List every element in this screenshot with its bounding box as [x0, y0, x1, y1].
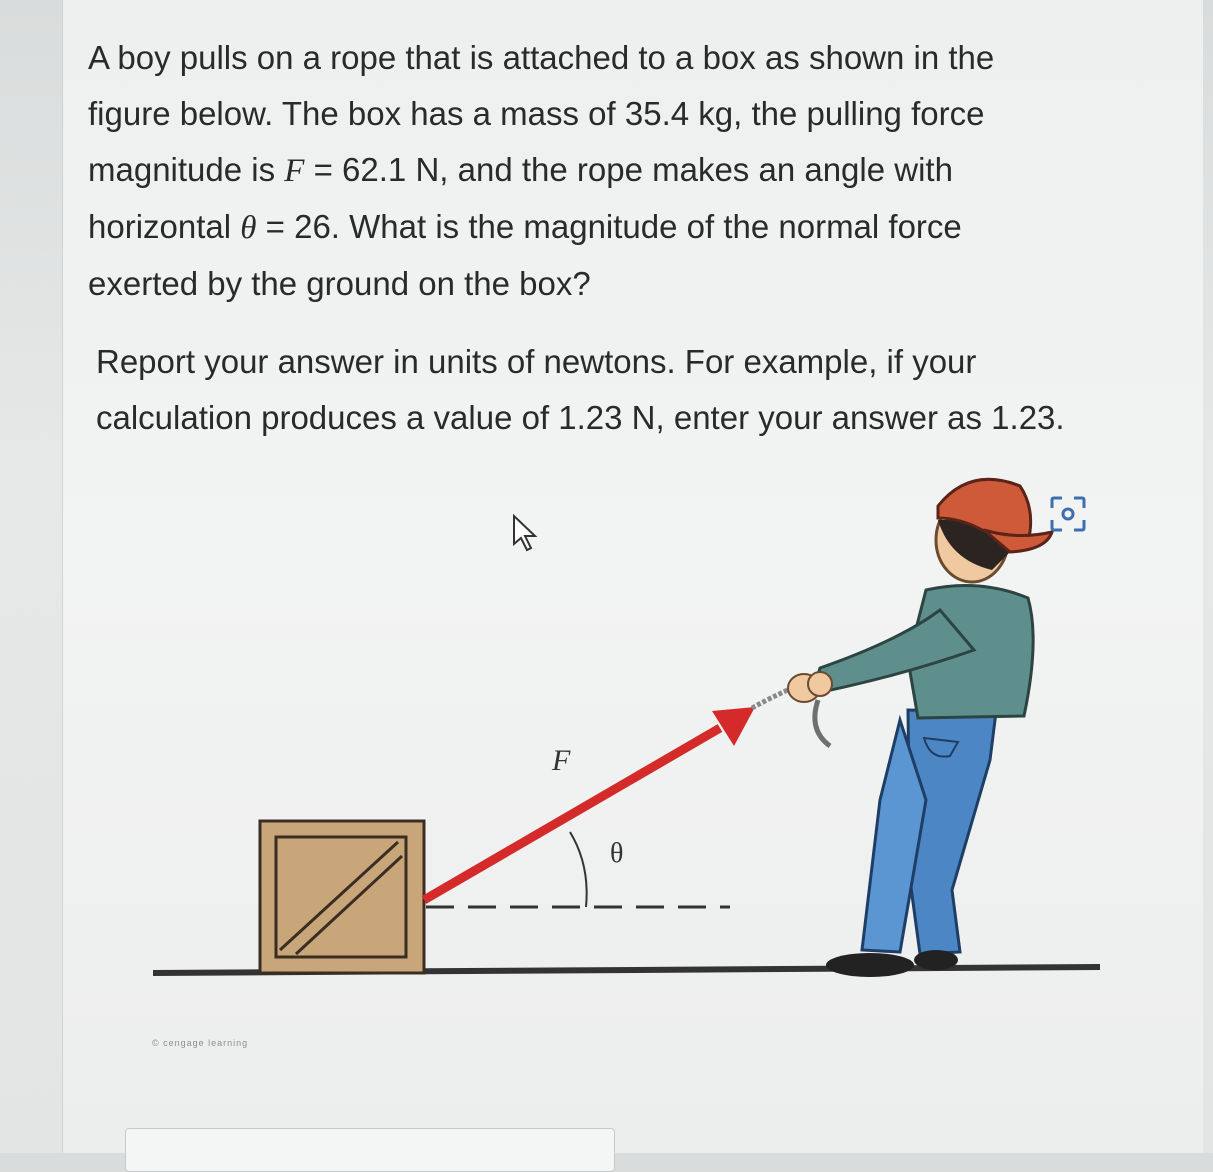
question-line: A boy pulls on a rope that is attached to a box as shown in the: [88, 39, 995, 76]
rope: [752, 688, 792, 708]
question-line: [88, 142, 1118, 199]
angle-arc: [570, 832, 587, 907]
instructions-text: [96, 334, 1156, 446]
figure-caption: © cengage learning: [152, 1038, 249, 1048]
figure-drawing: [140, 460, 1120, 1020]
question-text-part: = 62.1 N, and the rope makes an angle with: [304, 151, 953, 188]
answer-input[interactable]: [125, 1128, 615, 1172]
crate: [260, 821, 424, 973]
question-text-part: magnitude is: [88, 151, 285, 188]
force-variable: F: [284, 153, 305, 189]
force-label: F: [552, 744, 571, 777]
rope-tail: [815, 700, 830, 746]
question-text-part: horizontal: [88, 208, 241, 245]
physics-figure: [140, 460, 1120, 1020]
instructions-line: Report your answer in units of newtons. For example, if your: [96, 343, 977, 380]
boy: [788, 479, 1052, 977]
force-arrow-shaft: [424, 728, 720, 900]
angle-variable: θ: [240, 210, 257, 246]
question-line: exerted by the ground on the box?: [88, 265, 591, 302]
instructions-line: calculation produces a value of 1.23 N, enter your answer as 1.23.: [96, 399, 1065, 436]
question-text: [88, 30, 1118, 312]
angle-label: θ: [610, 838, 624, 869]
question-line: figure below. The box has a mass of 35.4 kg, the pulling force: [88, 95, 985, 132]
pointer-cursor-icon: [508, 514, 540, 554]
question-line: [88, 199, 1118, 256]
question-text-part: = 26. What is the magnitude of the normal force: [256, 208, 962, 245]
image-focus-icon[interactable]: [1048, 494, 1088, 534]
